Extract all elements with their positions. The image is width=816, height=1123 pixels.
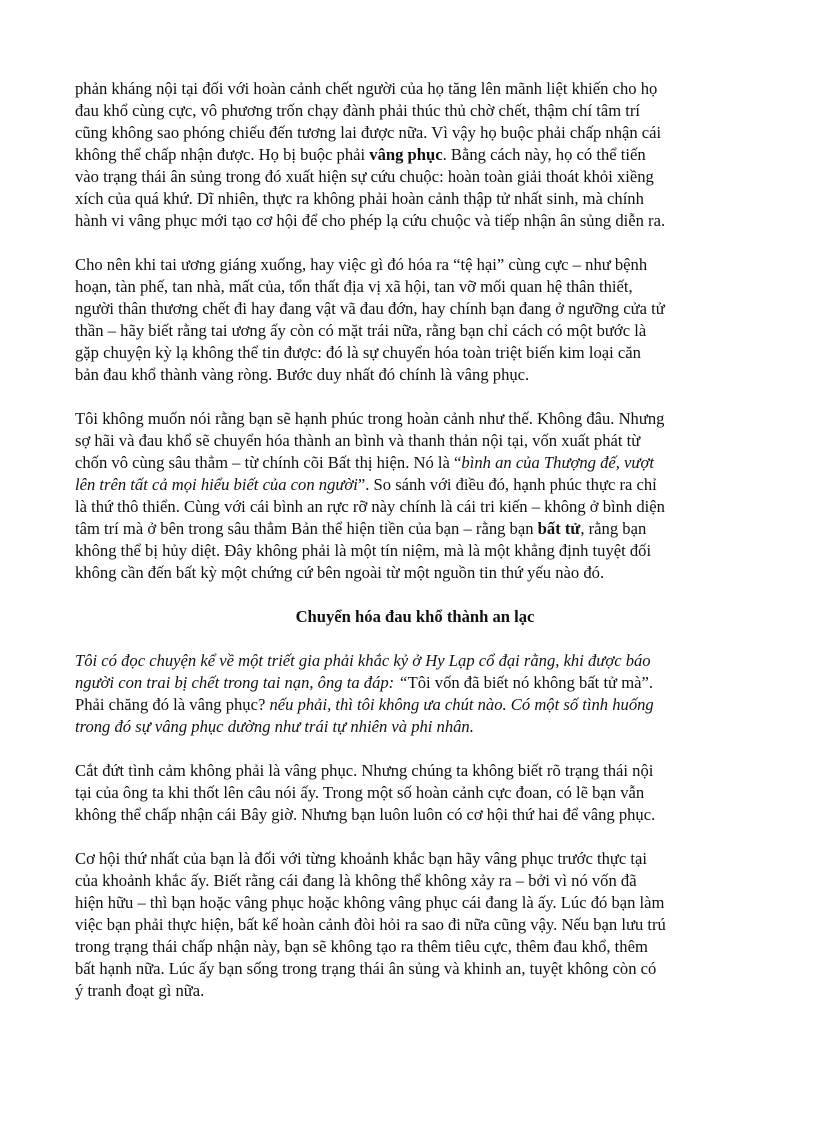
text-run: Phải chăng đó là vâng phục? [75, 695, 270, 714]
text-run: , rằng bạn [580, 519, 647, 538]
paragraph [75, 254, 755, 386]
text-line [75, 694, 755, 716]
text-line [75, 518, 755, 540]
text-run: không cần đến bất kỳ một chứng cứ bên ngoài từ một nguồn tin thứ yếu nào đó. [75, 563, 605, 582]
text-line [75, 276, 755, 298]
text-line [75, 408, 755, 430]
text-line [75, 430, 755, 452]
text-run: bản đau khổ thành vàng ròng. Bước duy nhất đó chính là vâng phục. [75, 365, 530, 384]
document-section-2 [75, 650, 755, 1002]
text-run: Cơ hội thứ nhất của bạn là đối với từng khoảnh khắc bạn hãy vâng phục trước thực tại [75, 849, 647, 868]
paragraph [75, 408, 755, 584]
text-run: xích của quá khứ. Dĩ nhiên, thực ra không phải hoàn cảnh thập tử nhất sinh, mà chính [75, 189, 644, 208]
text-run: không thể bị hủy diệt. Đây không phải là một tín niệm, mà là một khẳng định tuyệt đối [75, 541, 652, 560]
text-run: đau khổ cùng cực, vô phương trốn chạy đành phải thúc thủ chờ chết, thậm chí tâm trí [75, 101, 641, 120]
text-line [75, 848, 755, 870]
text-line [75, 496, 755, 518]
text-run: tại của ông ta khi thốt lên câu nói ấy. Trong một số hoàn cảnh cực đoan, có lẽ bạn vẫn [75, 783, 645, 802]
paragraph [75, 848, 755, 1002]
text-line [75, 254, 755, 276]
text-run: Cho nên khi tai ương giáng xuống, hay việc gì đó hóa ra “tệ hại” cùng cực – như bệnh [75, 255, 648, 274]
text-line [75, 210, 755, 232]
text-run: . Bằng cách này, họ có thể tiến [442, 145, 646, 164]
text-line [75, 760, 755, 782]
paragraph [75, 78, 755, 232]
text-line [75, 78, 755, 100]
bold-text: vâng phục [369, 145, 443, 164]
text-line [75, 452, 755, 474]
text-line [75, 188, 755, 210]
text-run: phản kháng nội tại đối với hoàn cảnh chết người của họ tăng lên mãnh liệt khiến cho họ [75, 79, 658, 98]
text-run: gặp chuyện kỳ lạ không thể tin được: đó là sự chuyển hóa toàn triệt biến kim loại căn [75, 343, 641, 362]
text-run: thần – hãy biết rằng tai ương ấy còn có mặt trái nữa, rằng bạn chỉ cách có một bước là [75, 321, 647, 340]
text-line [75, 958, 755, 980]
text-run: Tôi không muốn nói rằng bạn sẽ hạnh phúc trong hoàn cảnh như thế. Không đâu. Nhưng [75, 409, 665, 428]
text-run: cũng không sao phóng chiếu đến tương lai được nữa. Vì vậy họ buộc phải chấp nhận cái [75, 123, 662, 142]
text-line [75, 980, 755, 1002]
italic-text: Tôi có đọc chuyện kể về một triết gia phải khắc kỷ ở Hy Lạp cổ đại rằng, khi được báo [75, 651, 651, 670]
text-run: sợ hãi và đau khổ sẽ chuyển hóa thành an bình và thanh thản nội tại, vốn xuất phát từ [75, 431, 641, 450]
text-line [75, 342, 755, 364]
text-line [75, 914, 755, 936]
text-run: trong trạng thái chấp nhận này, bạn sẽ không tạo ra thêm tiêu cực, thêm đau khổ, thêm [75, 937, 648, 956]
section-heading: Chuyển hóa đau khổ thành an lạc [295, 607, 535, 626]
text-run: không thể chấp nhận cái Bây giờ. Nhưng bạn luôn luôn có cơ hội thứ hai để vâng phục. [75, 805, 656, 824]
text-line [75, 364, 755, 386]
text-line [75, 562, 755, 584]
italic-text: nếu phải, thì tôi không ưa chút nào. Có một số tình huống [269, 695, 654, 714]
text-run: Cắt đứt tình cảm không phải là vâng phục. Nhưng chúng ta không biết rõ trạng thái nội [75, 761, 654, 780]
text-run: của khoảnh khắc ấy. Biết rằng cái đang là không thể không xảy ra – bởi vì nó vốn đã [75, 871, 637, 890]
paragraph [75, 650, 755, 738]
text-line [75, 298, 755, 320]
text-line [75, 804, 755, 826]
text-run: hiện hữu – thì bạn hoặc vâng phục hoặc không vâng phục cái đang là ấy. Lúc đó bạn làm [75, 893, 665, 912]
bold-text: bất tử [537, 519, 581, 538]
text-run: không thể chấp nhận được. Họ bị buộc phải [75, 145, 370, 164]
text-run: vào trạng thái ân sủng trong đó xuất hiện sự cứu chuộc: hoàn toàn giải thoát khỏi xiềng [75, 167, 654, 186]
italic-text: người con trai bị chết trong tai nạn, ông ta đáp: “ [75, 673, 408, 692]
text-line [75, 540, 755, 562]
text-line [75, 892, 755, 914]
text-run: bất hạnh nữa. Lúc ấy bạn sống trong trạng thái ân sủng và khinh an, tuyệt không còn có [75, 959, 657, 978]
text-line [75, 716, 755, 738]
text-run: Tôi vốn đã biết nó không bất tử mà”. [407, 673, 653, 692]
text-line [75, 650, 755, 672]
text-line [75, 320, 755, 342]
text-run: ”. So sánh với điều đó, hạnh phúc thực ra chỉ [357, 475, 657, 494]
text-line [75, 100, 755, 122]
document-section-1 [75, 78, 755, 584]
document-page [75, 78, 755, 1024]
text-line [75, 782, 755, 804]
italic-text: lên trên tất cả mọi hiểu biết của con người [75, 475, 358, 494]
paragraph [75, 760, 755, 826]
text-run: tâm trí mà ở bên trong sâu thẳm Bản thể hiện tiền của bạn – rằng bạn [75, 519, 538, 538]
italic-text: trong đó sự vâng phục dường như trái tự nhiên và phi nhân. [75, 717, 474, 736]
text-run: là thứ thô thiển. Cùng với cái bình an rực rỡ này chính là cái tri kiến – không ở bình diện [75, 497, 665, 516]
italic-text: bình an của Thượng đế, vượt [461, 453, 654, 472]
text-line [75, 144, 755, 166]
text-run: hành vi vâng phục mới tạo cơ hội để cho phép lạ cứu chuộc và tiếp nhận ân sủng diễn ra. [75, 211, 666, 230]
text-line [75, 870, 755, 892]
text-run: chốn vô cùng sâu thẳm – từ chính cõi Bất thị hiện. Nó là “ [75, 453, 462, 472]
text-line [75, 122, 755, 144]
text-run: ý tranh đoạt gì nữa. [75, 981, 205, 1000]
text-line [75, 672, 755, 694]
text-line [75, 166, 755, 188]
text-run: việc bạn phải thực hiện, bất kể hoàn cảnh đòi hỏi ra sao đi nữa cũng vậy. Nếu bạn lưu trú [75, 915, 666, 934]
text-run: người thân thương chết đi hay đang vật vã đau đớn, hay chính bạn đang ở ngưỡng cửa tử [75, 299, 665, 318]
text-run: hoạn, tàn phế, tan nhà, mất của, tổn thất địa vị xã hội, tan vỡ mối quan hệ thân thiết, [75, 277, 633, 296]
text-line [75, 936, 755, 958]
text-line [75, 474, 755, 496]
